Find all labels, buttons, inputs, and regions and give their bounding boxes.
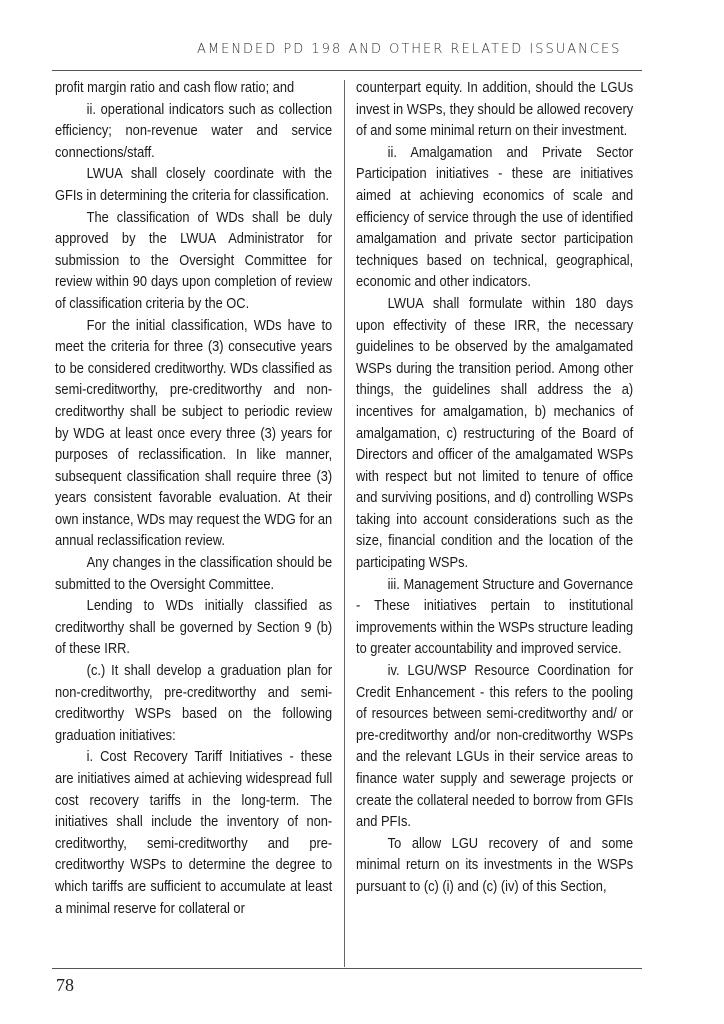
paragraph: counterpart equity. In addition, should the LGUs invest in WSPs, they should be allowed recovery of and some minimal return on their investment.	[356, 80, 634, 140]
paragraph: ii. operational indicators such as collection efficiency; non-revenue water and service connections/staff.	[55, 101, 333, 161]
paragraph: Any changes in the classification should be submitted to the Oversight Committee.	[55, 555, 333, 593]
right-text-column	[356, 78, 633, 899]
running-header	[52, 30, 642, 71]
paragraph: ii. Amalgamation and Private Sector Participation initiatives - these are initiatives aimed at achieving economics of scale and efficiency of service through the use of identified amalgamation and private sector participation techniques based on technical, geographical, economic and other indicators.	[356, 144, 634, 291]
paragraph: i. Cost Recovery Tariff Initiatives - these are initiatives aimed at achieving widespread full cost recovery tariffs in the long-term. The initiatives shall include the inventory of non-creditworthy, semi-creditworthy and pre-creditworthy WSPs to determine the degree to which tariffs are sufficient to accumulate at least a minimal reserve for collateral or	[55, 749, 333, 917]
page-number: 78	[56, 975, 74, 995]
left-text-column	[55, 78, 332, 920]
paragraph: For the initial classification, WDs have to meet the criteria for three (3) consecutive years to be considered creditworthy. WDs classified as semi-creditworthy, pre-creditworthy and non-creditworthy shall be subject to periodic review by WDG at least once every three (3) years for purposes of reclassification. In like manner, subsequent classification shall require three (3) years consistent favorable evaluation. At their own instance, WDs may request the WDG for an annual reclassification review.	[55, 317, 333, 550]
paragraph: To allow LGU recovery of and some minimal return on its investments in the WSPs pursuant to (c) (i) and (c) (iv) of this Section,	[356, 835, 634, 895]
footer-rule	[52, 968, 642, 969]
paragraph: profit margin ratio and cash flow ratio; and	[55, 80, 295, 96]
paragraph: LWUA shall formulate within 180 days upon effectivity of these IRR, the necessary guidelines to be observed by the amalgamated WSPs during the transition period. Among other things, the guidelines shall address the a) incentives for amalgamation, b) mechanics of amalgamation, c) restructuring of the Board of Directors and officer of the amalgamated WSPs with respect but not limited to tenure of office and surviving positions, and d) controlling WSPs taking into account considerations such as the size, financial condition and the location of the participating WSPs.	[356, 295, 634, 572]
paragraph: The classification of WDs shall be duly approved by the LWUA Administrator for submission to the Oversight Committee for review within 90 days upon completion of review of classification criteria by the OC.	[55, 209, 333, 312]
paragraph: Lending to WDs initially classified as creditworthy shall be governed by Section 9 (b) of these IRR.	[55, 598, 333, 658]
running-header-title: AMENDED PD 198 AND OTHER RELATED ISSUANCES	[197, 42, 622, 57]
paragraph: (c.) It shall develop a graduation plan for non-creditworthy, pre-creditworthy and semi-creditworthy WSPs based on the following graduation initiatives:	[55, 663, 333, 744]
paragraph: LWUA shall closely coordinate with the GFIs in determining the criteria for classification.	[55, 166, 333, 204]
paragraph: iii. Management Structure and Governance - These initiatives pertain to institutional improvements within the WSPs structure leading to greater accountability and improved service.	[356, 576, 634, 658]
column-divider	[344, 80, 345, 967]
paragraph: iv. LGU/WSP Resource Coordination for Credit Enhancement - this refers to the pooling of resources between semi-creditworthy and/ or pre-creditworthy and/or non-creditworthy WSPs and the relevant LGUs in their service areas to finance water supply and sewerage projects or create the collateral needed to borrow from GFIs and PFIs.	[356, 663, 634, 831]
